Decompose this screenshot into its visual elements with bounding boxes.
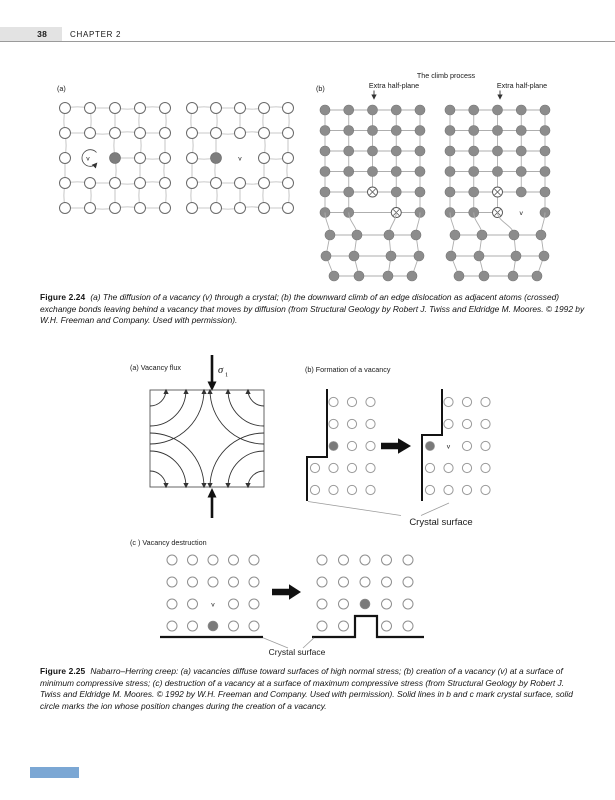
flux-arc <box>150 390 166 406</box>
atom-open <box>259 128 270 139</box>
atom-open <box>329 419 338 428</box>
atom-open <box>360 577 370 587</box>
figure-2-25-caption-label: Figure 2.25 <box>40 666 86 676</box>
flux-arc <box>210 433 264 487</box>
atom-open <box>187 178 198 189</box>
atom-open <box>188 577 198 587</box>
atom <box>344 146 354 156</box>
vacancy-label: v <box>238 155 242 163</box>
extra-half-plane-label-left: Extra half-plane <box>368 81 420 90</box>
atom-open <box>249 599 259 609</box>
atom-open <box>85 103 96 114</box>
atom-open <box>339 555 349 565</box>
atom-open <box>347 419 356 428</box>
atom <box>516 167 526 177</box>
atom-open <box>167 555 177 565</box>
transition-arrow-c <box>272 584 301 599</box>
fig225-panel-c-label: (c ) Vacancy destruction <box>130 538 207 547</box>
atom-open <box>444 485 453 494</box>
atom-open <box>211 128 222 139</box>
atom <box>320 146 330 156</box>
atom <box>509 230 519 240</box>
atom <box>540 167 550 177</box>
atom <box>516 105 526 115</box>
atom <box>354 271 364 281</box>
flux-arc <box>150 433 204 487</box>
atom-open <box>249 621 259 631</box>
atom-open <box>259 203 270 214</box>
atom <box>493 146 503 156</box>
atom-open <box>425 485 434 494</box>
vacancy-flux-arrows <box>150 390 264 487</box>
atom <box>516 187 526 197</box>
atom <box>469 167 479 177</box>
atom <box>411 230 421 240</box>
atom-solid <box>208 621 218 631</box>
atom-open <box>317 599 327 609</box>
atom <box>415 105 425 115</box>
atom-open <box>283 178 294 189</box>
atom <box>391 146 401 156</box>
atom-open <box>462 441 471 450</box>
atom <box>368 146 378 156</box>
atom <box>344 187 354 197</box>
flux-arc <box>150 390 204 444</box>
destruction-lattice-before <box>167 555 259 631</box>
atom-open <box>110 103 121 114</box>
fig224-panel-b-label: (b) <box>316 84 325 93</box>
atom <box>391 126 401 136</box>
crystal-surface-pointer-b-left <box>308 502 401 516</box>
atom-open <box>135 203 146 214</box>
flux-arc <box>210 390 264 444</box>
atom-open <box>160 203 171 214</box>
atom-open <box>366 463 375 472</box>
flux-arc <box>248 471 264 487</box>
atom-solid <box>425 441 434 450</box>
atom-open <box>235 203 246 214</box>
atom <box>532 271 542 281</box>
atom-open <box>235 103 246 114</box>
atom <box>329 271 339 281</box>
atom-open <box>188 555 198 565</box>
atom-open <box>481 397 490 406</box>
atom <box>540 146 550 156</box>
atom-open <box>366 485 375 494</box>
atom <box>407 271 417 281</box>
crystal-box <box>150 390 264 487</box>
atom <box>536 230 546 240</box>
climb-lattice-right-lower <box>446 213 549 282</box>
atom <box>349 251 359 261</box>
atom <box>445 187 455 197</box>
atom-open <box>481 463 490 472</box>
atom <box>344 105 354 115</box>
flux-arc <box>228 390 264 426</box>
figure-2-25-caption <box>40 666 586 712</box>
atom-open <box>347 485 356 494</box>
climb-lattice-left <box>320 105 425 218</box>
atom-open <box>188 621 198 631</box>
atom-open <box>347 463 356 472</box>
atom-open <box>259 153 270 164</box>
sigma1-label: σ <box>218 365 224 376</box>
highlight-bar <box>30 767 79 778</box>
atom-open <box>347 397 356 406</box>
flux-arc <box>150 451 186 487</box>
sigma1-up-arrow-head <box>208 488 217 498</box>
atom <box>325 230 335 240</box>
atom <box>493 167 503 177</box>
atom-open <box>211 178 222 189</box>
atom-open <box>382 555 392 565</box>
vacancy-label: v <box>86 155 90 163</box>
atom <box>508 271 518 281</box>
atom <box>469 146 479 156</box>
flux-arc <box>248 390 264 406</box>
vacancy-label: v <box>519 209 523 217</box>
atom-open <box>283 128 294 139</box>
crystal-surface-line-b-left <box>307 389 327 501</box>
atom-open <box>283 103 294 114</box>
atom <box>391 167 401 177</box>
fig225-panel-a-label: (a) Vacancy flux <box>130 363 181 372</box>
atom <box>414 251 424 261</box>
atom-open <box>462 397 471 406</box>
atom <box>454 271 464 281</box>
formation-lattice-after <box>425 397 490 494</box>
atom-open <box>310 485 319 494</box>
atom-open <box>229 555 239 565</box>
atom <box>344 126 354 136</box>
fig225-panel-b-label: (b) Formation of a vacancy <box>305 365 391 374</box>
atom-open <box>403 577 413 587</box>
atom-solid <box>110 153 121 164</box>
atom-open <box>208 577 218 587</box>
atom-open <box>403 621 413 631</box>
climb-process-title: The climb process <box>416 71 476 80</box>
atom <box>539 251 549 261</box>
atom-open <box>211 203 222 214</box>
atom-open <box>135 178 146 189</box>
atom <box>320 126 330 136</box>
atom <box>511 251 521 261</box>
atom-open <box>462 419 471 428</box>
atom <box>320 105 330 115</box>
vacancy-lattice-after <box>187 103 294 214</box>
atom-open <box>481 485 490 494</box>
atom <box>540 105 550 115</box>
atom <box>477 230 487 240</box>
atom-open <box>310 463 319 472</box>
atom-open <box>317 555 327 565</box>
atom-open <box>249 555 259 565</box>
atom <box>445 146 455 156</box>
climb-lattice-left-lower <box>321 213 424 282</box>
crystal-surface-label-b: Crystal surface <box>409 517 473 528</box>
atom <box>469 126 479 136</box>
atom <box>479 271 489 281</box>
atom <box>415 146 425 156</box>
atom-open <box>444 463 453 472</box>
climb-lattice-right <box>445 105 550 218</box>
atom-open <box>160 103 171 114</box>
transition-arrow-b <box>381 438 411 453</box>
atom-open <box>110 178 121 189</box>
atom-open <box>235 128 246 139</box>
atom-open <box>317 621 327 631</box>
figure-2-24-caption <box>40 292 586 327</box>
atom-open <box>208 555 218 565</box>
figure-2-25 <box>130 355 490 657</box>
atom-open <box>229 599 239 609</box>
atom-open <box>329 463 338 472</box>
atom <box>368 126 378 136</box>
formation-lattice-before <box>310 397 375 494</box>
atom <box>540 126 550 136</box>
atom-open <box>85 203 96 214</box>
page-number: 38 <box>37 29 47 39</box>
atom <box>540 187 550 197</box>
atom-solid <box>360 599 370 609</box>
fig224-panel-a-label: (a) <box>57 84 66 93</box>
atom <box>446 251 456 261</box>
atom-open <box>187 203 198 214</box>
atom-open <box>329 485 338 494</box>
atom-open <box>110 128 121 139</box>
atom-open <box>160 128 171 139</box>
atom-open <box>481 441 490 450</box>
atom <box>415 126 425 136</box>
extra-half-plane-label-right: Extra half-plane <box>496 81 548 90</box>
atom-open <box>339 621 349 631</box>
atom-open <box>382 599 392 609</box>
atom-open <box>229 621 239 631</box>
atom <box>415 167 425 177</box>
atom-open <box>60 153 71 164</box>
atom <box>321 251 331 261</box>
atom-open <box>347 441 356 450</box>
atom-open <box>382 577 392 587</box>
atom <box>445 167 455 177</box>
atom-open <box>259 103 270 114</box>
atom-open <box>249 577 259 587</box>
atom <box>391 187 401 197</box>
atom <box>368 167 378 177</box>
atom-open <box>167 577 177 587</box>
atom-open <box>187 128 198 139</box>
atom <box>493 105 503 115</box>
atom-open <box>339 599 349 609</box>
atom-open <box>366 441 375 450</box>
flux-arc <box>150 390 186 426</box>
atom-open <box>229 577 239 587</box>
atom-open <box>60 203 71 214</box>
atom-open <box>160 153 171 164</box>
atom-open <box>188 599 198 609</box>
figure-2-24 <box>57 71 550 281</box>
atom <box>445 126 455 136</box>
atom-open <box>60 178 71 189</box>
atom-open <box>160 178 171 189</box>
atom-open <box>167 599 177 609</box>
atom-open <box>60 103 71 114</box>
atom-open <box>425 463 434 472</box>
atom-open <box>339 577 349 587</box>
figure-2-24-caption-text: (a) The diffusion of a vacancy (v) through a crystal; (b) the downward climb of an edge dislocation as adjacent atoms (crossed) exchange bonds leaving behind a vacancy that moves by diffusion (from Structural Geology by Robert J. Twiss and Eldridge M. Moores. © 1992 by W.H. Freeman and Company. Used with permission). <box>40 292 585 325</box>
atom <box>384 230 394 240</box>
atom-open <box>462 463 471 472</box>
crystal-surface-pointer-b-right <box>421 503 449 516</box>
atom-solid <box>211 153 222 164</box>
atom-open <box>135 103 146 114</box>
atom-open <box>329 397 338 406</box>
atom-open <box>167 621 177 631</box>
atom <box>469 187 479 197</box>
vacancy-lattice-before <box>60 103 171 214</box>
atom <box>386 251 396 261</box>
atom <box>469 105 479 115</box>
atom-open <box>403 555 413 565</box>
atom <box>445 105 455 115</box>
atom-open <box>462 485 471 494</box>
atom-open <box>283 203 294 214</box>
atom-open <box>110 203 121 214</box>
atom <box>516 146 526 156</box>
atom-open <box>444 397 453 406</box>
atom <box>320 187 330 197</box>
atom-open <box>85 178 96 189</box>
atom-open <box>283 153 294 164</box>
atom <box>383 271 393 281</box>
flux-arc <box>228 451 264 487</box>
atom <box>344 167 354 177</box>
atom-open <box>317 577 327 587</box>
atom <box>368 105 378 115</box>
atom <box>391 105 401 115</box>
atom-open <box>211 103 222 114</box>
atom-open <box>360 555 370 565</box>
atom-open <box>403 599 413 609</box>
figure-2-24-caption-label: Figure 2.24 <box>40 292 86 302</box>
atom-solid <box>329 441 338 450</box>
atom <box>450 230 460 240</box>
atom-open <box>481 419 490 428</box>
atom-open <box>135 128 146 139</box>
destruction-lattice-after <box>317 555 413 631</box>
vacancy-label: v <box>446 443 451 451</box>
atom-open <box>135 153 146 164</box>
atom <box>474 251 484 261</box>
atom <box>516 126 526 136</box>
atom-open <box>235 178 246 189</box>
chapter-label: CHAPTER 2 <box>70 30 122 39</box>
vacancy-label: v <box>211 601 215 609</box>
atom <box>493 126 503 136</box>
atom-open <box>187 153 198 164</box>
figure-2-25-caption-text: Nabarro–Herring creep: (a) vacancies diffuse toward surfaces of high normal stress; (b) creation of a vacancy (v) at a surface of minimum compressive stress; (c) destruction of a vacancy at a surface of maximum compressive stress (from Structural Geology by Robert J. Twiss and Eldridge M. Moores. © 1992 by W.H. Freeman and Company. Used with permission). Solid lines in b and c mark crystal surface, solid circle marks the ion whose position changes during the creation of a vacancy. <box>40 666 573 711</box>
flux-arc <box>150 471 166 487</box>
atom-open <box>366 419 375 428</box>
atom-open <box>382 621 392 631</box>
atom <box>352 230 362 240</box>
atom-open <box>85 128 96 139</box>
atom-open <box>444 419 453 428</box>
atom <box>320 167 330 177</box>
atom-open <box>60 128 71 139</box>
crystal-surface-label-c: Crystal surface <box>268 647 326 657</box>
atom-open <box>187 103 198 114</box>
sigma1-subscript: 1 <box>225 371 229 379</box>
atom <box>415 187 425 197</box>
atom-open <box>366 397 375 406</box>
atom-open <box>259 178 270 189</box>
